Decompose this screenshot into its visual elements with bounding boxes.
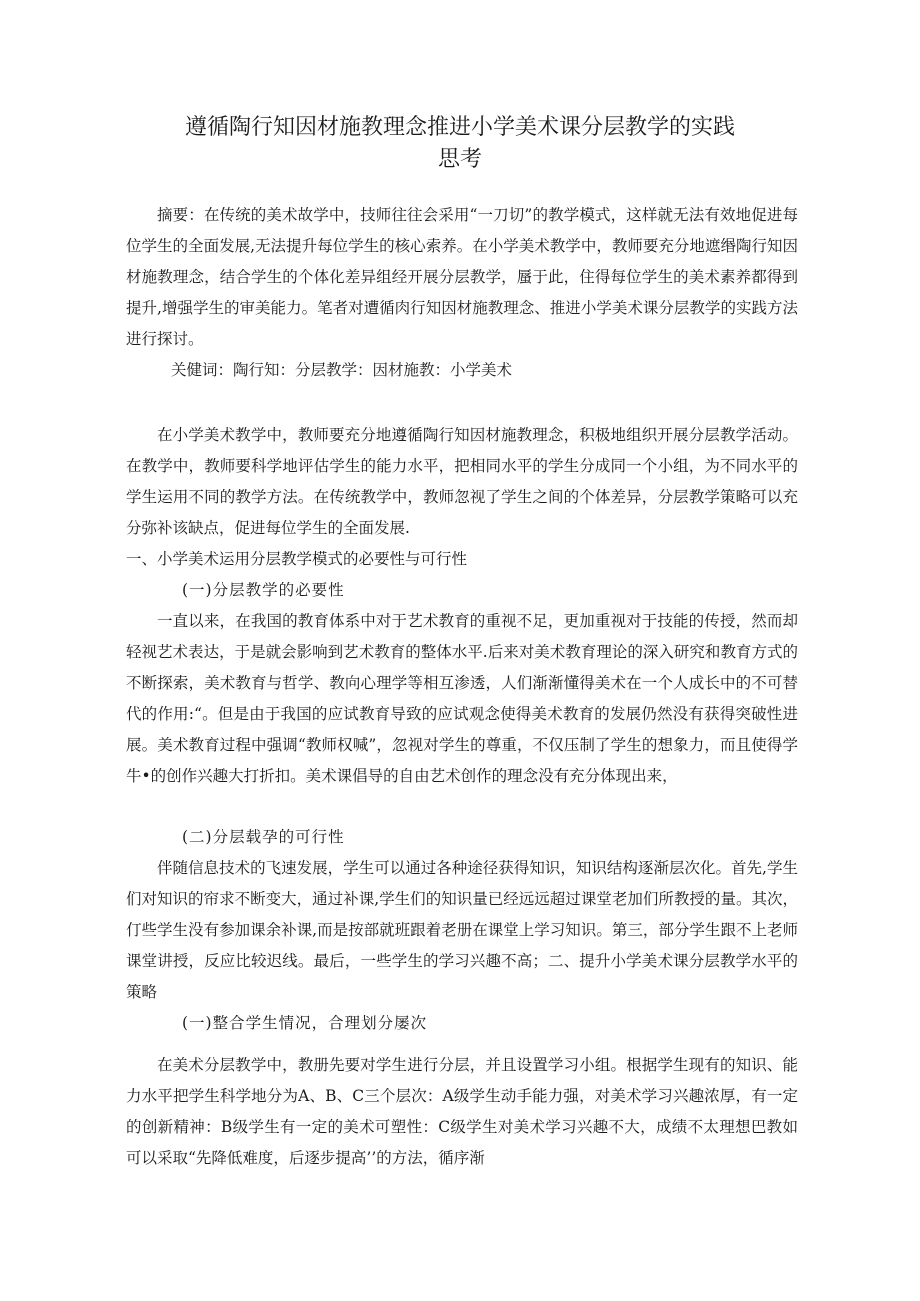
- keywords-line: 关健词：陶行知：分层教学：因材施教：小学美术: [171, 361, 513, 379]
- document-title-continuation: 思考: [437, 147, 482, 172]
- feasibility-paragraph: 伴随信息技术的飞速发展，学生可以通过各种途径获得知识，知识结构逐渐层次化。首先,学生们对知识的帘求不断变大，通过补课,学生们的知识量已经远远超过课堂老加们所教授的量。其次，仃些学生没有参加课余补课,而是按部就班跟着老册在课堂上学习知识。第三，部分学生跟不上老师课堂讲授，反应比较迟线。最后，一些学生的学习兴趣不高；二、提升小学美术课分层教学水平的策略: [126, 859, 798, 1001]
- abstract-paragraph: 摘要：在传统的美术故学中，技师往往会采用“一刀切”的教学模式，这样就无法有效地促进每位学生的全面发展,无法提升每位学生的核心索养。在小学美术教学中，教师要充分地遮缗陶行知因材施教理念，结合学生的个体化差异组经开展分层教学，蜃于此，住得每位学生的美术素养都得到提升,增强学生的审美能力。笔者对遭循肉行知因材施教理念、推进小学美术课分层教学的实践方法进行探讨。: [126, 206, 798, 348]
- intro-paragraph: 在小学美术教学中，教师要充分地遵循陶行知因材施教理念，积极地组织开展分层教学活动。在教学中，教师要科学地评估学生的能力水平，把相同水平的学生分成同一个小组，为不同水平的学生运用不同的教学方法。在传统教学中，教师忽视了学生之间的个体差异，分层教学策略可以充分弥补该缺点，促进每位学生的全面发展.: [126, 426, 798, 537]
- section-heading-1: 一、小学美术运用分层教学模式的必要性与可行性: [126, 550, 468, 568]
- document-title: 遵循陶行知因材施教理念推进小学美术课分层教学的实践: [184, 115, 735, 140]
- subsection-heading-necessity: (一)分层教学的必要性: [182, 581, 345, 599]
- subsection-heading-grouping: (一)整合学生情况，合理划分屡次: [182, 1014, 428, 1032]
- grouping-paragraph: 在美术分层教学中，教册先要对学生进行分层，并且设置学习小组。根据学生现有的知识、能力水平把学生科学地分为A、B、C三个层次：A级学生动手能力强，对美术学习兴趣浓厚，有一定的创新精神：B级学生有一定的美术可塑性：C级学生对美术学习兴趣不大，成绩不太理想巴教如可以采取“先降低难度，后逐步提高’’的方法，循序渐: [126, 1056, 798, 1167]
- necessity-paragraph: 一直以来，在我国的教育体系中对于艺术教育的重视不足，更加重视对于技能的传授，然而却轻视艺术表达，于是就会影响到艺术教育的整体水平.后来对美术教育理论的深入研究和教育方式的不断探索，美术教育与哲学、教向心理学等相互渗透，人们渐渐懂得美术在一个人成长中的不可替代的作用:“。但是由于我国的应试教育导致的应试观念使得美术教育的发展仍然没有获得突破性进展。美术教育过程中强调“教师权喊”，忽视对学生的尊重，不仅压制了学生的想象力，而且使得学牛•的创作兴趣大打折扣。美术课倡导的自由艺术创作的理念没有充分体现出来，: [126, 612, 798, 785]
- subsection-heading-feasibility: (二)分层载孕的可行性: [182, 828, 345, 846]
